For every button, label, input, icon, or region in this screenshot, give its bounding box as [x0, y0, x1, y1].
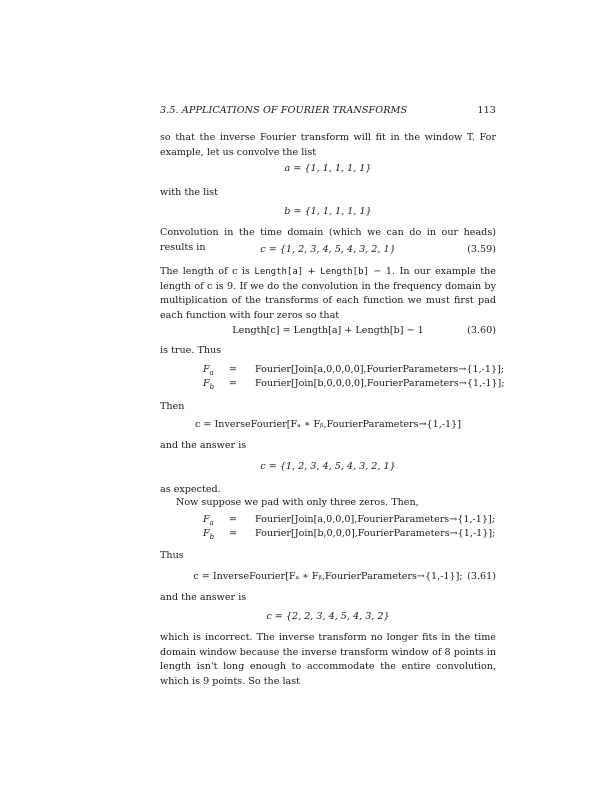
fb-equals: = — [229, 378, 238, 389]
equation-c-incorrect: c = {2, 2, 3, 4, 5, 4, 3, 2} — [266, 611, 390, 622]
paragraph-three-zeros: Now suppose we pad with only three zeros. Then, — [176, 497, 419, 508]
paragraph-answer-2: and the answer is — [160, 592, 247, 603]
section-title: 3.5. APPLICATIONS OF FOURIER TRANSFORMS — [160, 105, 408, 116]
code-length-a: Length[a] — [254, 267, 304, 277]
fb-symbol: F — [203, 378, 210, 389]
length-text-c: − 1. In our example the length of c is 9. If we do the convolution in the frequency domain by multiplication of the transforms of each function we must first pad each function with four zeros so that — [160, 266, 496, 321]
paragraph-is-true: is true. Thus — [160, 345, 222, 356]
paragraph-answer-1: and the answer is — [160, 440, 247, 451]
paragraph-thus: Thus — [160, 550, 184, 561]
equation-inverse-2 — [160, 571, 496, 582]
fa-equals: = — [229, 364, 238, 375]
fa-lhs — [203, 364, 214, 377]
gb-equals: = — [229, 528, 238, 539]
ga-symbol: F — [203, 514, 210, 525]
fb-rhs: Fourier[Join[b,0,0,0,0],FourierParameters→{1,-1}]; — [255, 378, 505, 389]
page-number: 113 — [477, 105, 496, 116]
paragraph-with-list: with the list — [160, 187, 219, 198]
fa-symbol: F — [203, 364, 210, 375]
paragraph-intro: so that the inverse Fourier transform will fit in the window T. For example, let us convolve the list — [160, 132, 496, 158]
length-text-a: The length of c is — [160, 266, 255, 277]
paragraph-then: Then — [160, 401, 185, 412]
gb-lhs — [203, 528, 214, 541]
length-text-b: + — [303, 266, 321, 277]
running-header — [160, 105, 496, 116]
equation-inverse-1: c = InverseFourier[Fₐ ∗ Fᵦ,FourierParameters→{1,-1}] — [194, 419, 462, 430]
fa-subscript: a — [209, 368, 214, 377]
paragraph-length — [160, 265, 496, 323]
ga-lhs — [203, 514, 214, 527]
equation-length-text: Length[c] = Length[a] + Length[b] − 1 — [232, 325, 424, 336]
fb-subscript: b — [209, 382, 215, 391]
gb-rhs: Fourier[Join[b,0,0,0],FourierParameters→{1,-1}]; — [255, 528, 496, 539]
ga-equals: = — [229, 514, 238, 525]
ga-rhs: Fourier[Join[a,0,0,0],FourierParameters→{1,-1}]; — [255, 514, 495, 525]
gb-symbol: F — [203, 528, 210, 539]
paragraph-as-expected: as expected. — [160, 484, 221, 495]
equation-length — [160, 325, 496, 336]
equation-b: b = {1, 1, 1, 1, 1} — [284, 206, 372, 217]
code-length-b: Length[b] — [320, 267, 369, 277]
ga-subscript: a — [209, 518, 214, 527]
equation-a: a = {1, 1, 1, 1, 1} — [284, 163, 372, 174]
gb-subscript: b — [209, 532, 215, 541]
equation-c-expected: c = {1, 2, 3, 4, 5, 4, 3, 2, 1} — [260, 461, 396, 472]
paragraph-convolution: Convolution in the time domain (which we can do in our heads) results in — [160, 227, 496, 253]
equation-number-3-60: (3.60) — [467, 325, 496, 336]
paragraph-incorrect: which is incorrect. The inverse transform no longer fits in the time domain window because the inverse transform window of 8 points in length isn't long enough to accommodate the entire convolution, which is 9 points. So the last — [160, 632, 496, 687]
equation-c-text: c = {1, 2, 3, 4, 5, 4, 3, 2, 1} — [260, 244, 396, 255]
fb-lhs — [203, 378, 214, 391]
equation-c-result — [160, 244, 496, 255]
fa-rhs: Fourier[Join[a,0,0,0,0],FourierParameters→{1,-1}]; — [255, 364, 505, 375]
equation-number-3-59: (3.59) — [467, 244, 496, 255]
equation-number-3-61: (3.61) — [467, 571, 496, 582]
equation-inverse-2-text: c = InverseFourier[Fₐ ∗ Fᵦ,FourierParameters→{1,-1}]; — [193, 571, 463, 582]
